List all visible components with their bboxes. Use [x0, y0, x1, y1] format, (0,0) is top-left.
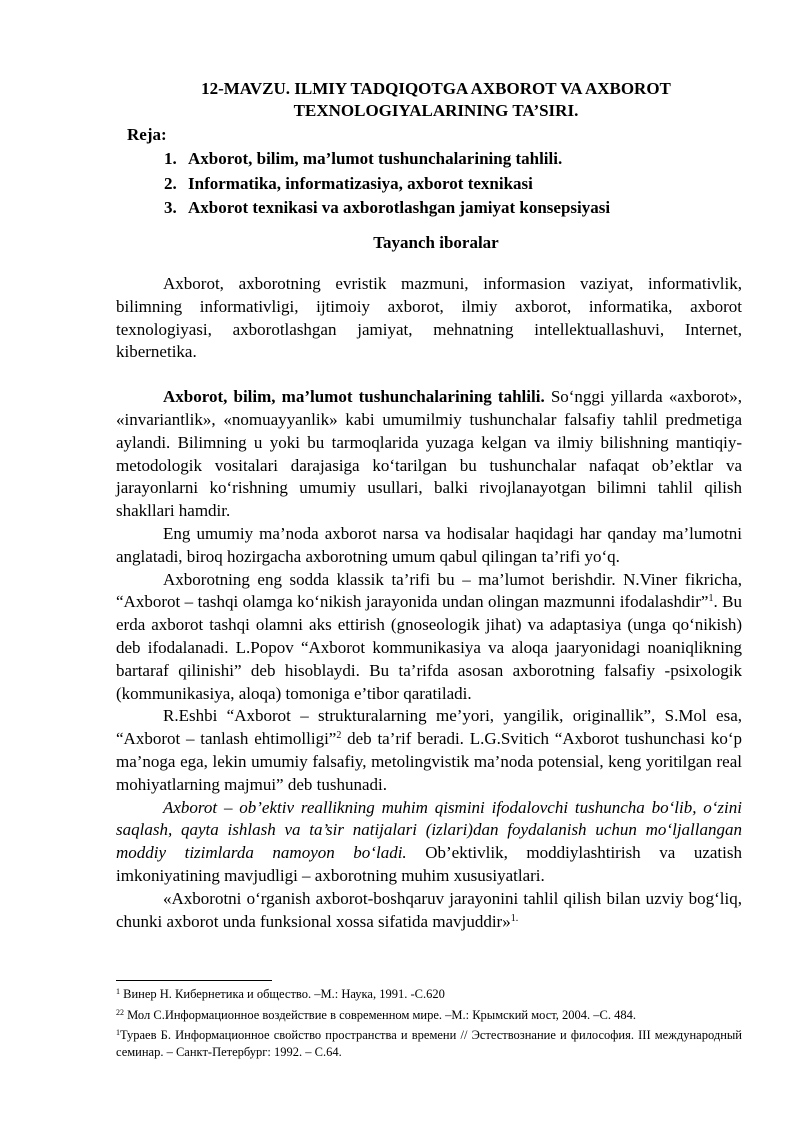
- footnote: [116, 1027, 742, 1060]
- plan-item-text: Axborot texnikasi va axborotlashgan jamiyat konsepsiyasi: [188, 198, 611, 217]
- plan-item: [164, 147, 610, 172]
- plan-item-number: 2.: [164, 173, 177, 193]
- plan-item-text: Axborot, bilim, ma’lumot tushunchalarining tahlili.: [188, 149, 563, 168]
- paragraph-4-text-b: deb ta’rif beradi. L.G.Svitich “Axborot tushunchasi ko‘p ma’noga ega, lekin umumiy falsafiy, metolingvistik ma’noda potensial, keng yoritilgan real mohiyatlarning majmui” deb tushunadi.: [116, 729, 742, 794]
- plan-label: Reja:: [127, 125, 167, 144]
- paragraph-5-text: Ob’ektivlik, moddiylashtirish va uzatish imkoniyatining mavjudligi – axborotning muhim xususiyatlari.: [116, 843, 742, 885]
- section-1-paragraph-3: [116, 569, 742, 706]
- plan-item-text: Informatika, informatizasiya, axborot texnikasi: [188, 173, 533, 193]
- body-text: [116, 273, 742, 933]
- paragraph-4-text-a: R.Eshbi “Axborot – strukturalarning me’yori, yangilik, originallik”, S.Mol esa, “Axborot – tanlash ehtimolligi”: [116, 706, 742, 749]
- footnote-mark: 1: [116, 987, 120, 996]
- footnote: [116, 1007, 742, 1024]
- footnote-ref-1: 1: [708, 593, 714, 605]
- title-line-1: 12-MAVZU. ILMIY TADQIQOTGA AXBOROT VA AXBOROT: [201, 79, 671, 98]
- footnote-mark: 1: [116, 1028, 120, 1037]
- paragraph-6-text: «Axborotni o‘rganish axborot-boshqaruv jarayonini tahlil qilish bilan uzviy bog‘liq, chunki axborot unda funksional xossa sifatida mavjuddir»: [116, 888, 742, 931]
- footnote-text: Мол С.Информационное воздействие в современном мире. –М.: Крымский мост, 2004. –С. 484.: [124, 1007, 636, 1022]
- footnote-text: Тураев Б. Информационное свойство пространства и времени // Эстествознание и философия. III международный семинар. – Санкт-Петербург: 1992. – С.64.: [116, 1028, 742, 1059]
- page-title: [116, 78, 756, 122]
- section-1-paragraph-5: [116, 797, 742, 888]
- plan-item-number: 1.: [164, 149, 177, 168]
- plan-item-number: 3.: [164, 198, 177, 217]
- title-line-2: TEXNOLOGIYALARINING TA’SIRI.: [293, 101, 579, 120]
- paragraph-3-text-a: Axborotning eng sodda klassik ta’rifi bu – ma’lumot berishdir. N.Viner fikricha, “Axborot – tashqi olamga ko‘nikish jarayonida undan olingan mazmunni ifodalashdir”: [116, 569, 742, 612]
- footnotes: [116, 986, 742, 1064]
- footnote-text: Винер Н. Кибернетика и общество. –М.: Наука, 1991. -С.620: [120, 987, 445, 1001]
- keywords-heading: Tayanch iboralar: [373, 233, 499, 252]
- plan-list: [164, 147, 610, 221]
- section-1-paragraph-6: [116, 888, 742, 934]
- section-1-paragraph-4: [116, 705, 742, 796]
- plan-item: [164, 172, 610, 197]
- footnote-ref-2: 2: [336, 730, 342, 742]
- keywords-paragraph: Axborot, axborotning evristik mazmuni, informasion vaziyat, informativlik, bilimning informativligi, ijtimoiy axborot, ilmiy axborot, informatika, axborot texnologiyasi, axborotlashgan jamiyat, mehnatning intellektuallashuvi, Internet, kibernetika.: [116, 274, 742, 362]
- paragraph-3-text-b: . Bu erda axborot tashqi olamni aks ettirish (gnoseologik jihat) va adaptasiya (unga qo‘nikish) deb ifodalanadi. L.Popov “Axborot kommunikasiya va aloqa jaaryonidagi noaniqlikning bartaraf qilinishi” deb hisoblaydi. Bu ta’rifda asosan axborotning falsafiy -psixologik (kommunikasiya, aloqa) tomoniga e’tibor qaratiladi.: [116, 592, 742, 703]
- plan-item: [164, 196, 610, 221]
- footnote: [116, 986, 742, 1003]
- footnote-ref-3: 1.: [510, 912, 519, 924]
- footnote-divider: [116, 980, 272, 981]
- section-1-paragraph-1-text: So‘nggi yillarda «axborot», «invariantlik», «nomuayyanlik» kabi umumilmiy tushunchalar falsafiy tahlil predmetiga aylandi. Bilimning u yoki bu tarmoqlarida yuzaga kelgan va ilmiy bilishning mantiqiy-metodologik vositalari darajasiga ko‘tarilgan bu tushunchalar nafaqat ob’ektlar va jarayonlarni ko‘rishning umumiy usullari, balki rivojlanayotgan bilimni tahlil qilish shakllari hamdir.: [116, 387, 742, 521]
- footnote-mark: 22: [116, 1007, 124, 1017]
- section-1-paragraph-2: Eng umumiy ma’noda axborot narsa va hodisalar haqidagi har qanday ma’lumotni anglatadi, biroq hozirgacha axborotning umum qabul qilingan ta’rifi yo‘q.: [116, 523, 742, 566]
- definition-italic: Axborot – ob’ektiv reallikning muhim qismini ifodalovchi tushuncha bo‘lib, o‘zini saqlash, qayta ishlash va ta’sir natijalari (izlari)dan foydalanish uchun mo‘ljallangan moddiy tizimlarda namoyon bo‘ladi.: [116, 797, 742, 863]
- section-1-paragraph-1: [116, 386, 742, 523]
- section-1-heading: Axborot, bilim, ma’lumot tushunchalarining tahlili.: [163, 387, 545, 407]
